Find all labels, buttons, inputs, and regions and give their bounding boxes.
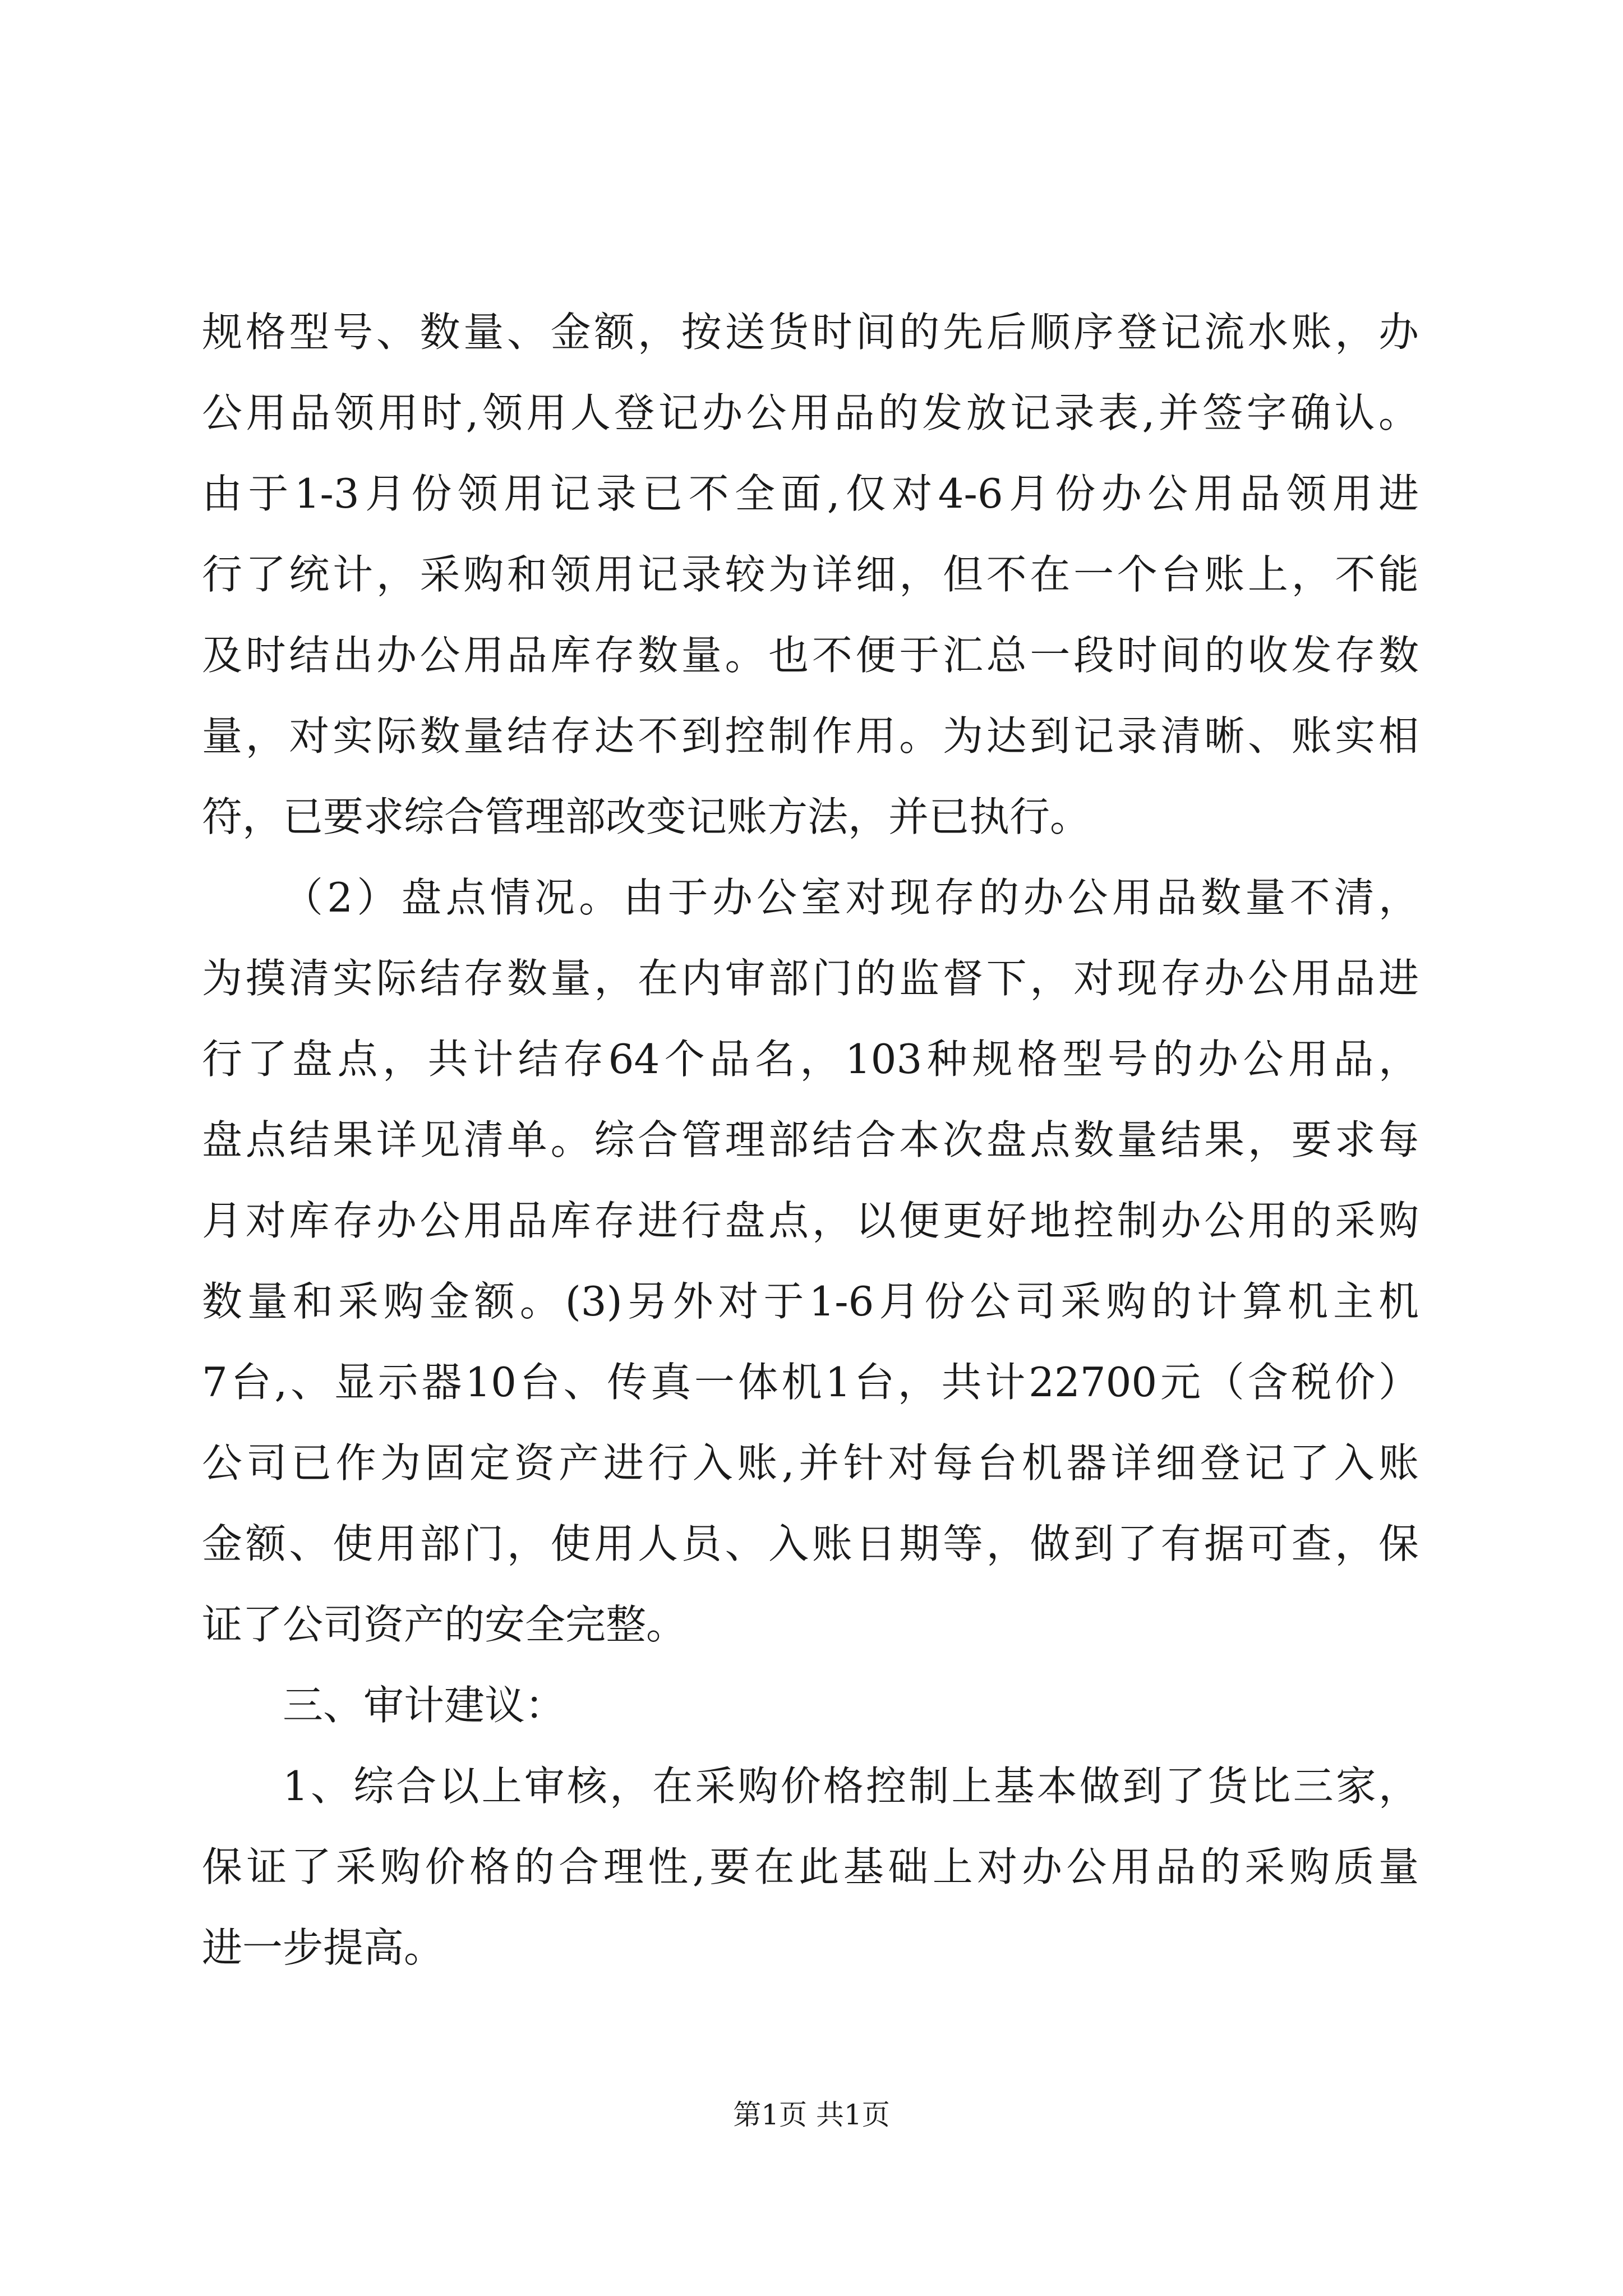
text-line: 规格型号、数量、金额，按送货时间的先后顺序登记流水账，办: [202, 309, 1419, 356]
text-line: 1、综合以上审核，在采购价格控制上基本做到了货比三家，: [283, 1763, 1419, 1810]
text-line: 进一步提高。: [202, 1924, 445, 1971]
text-line: 量，对实际数量结存达不到控制作用。为达到记录清晰、账实相: [202, 712, 1419, 760]
text-line: 行了统计，采购和领用记录较为详细，但不在一个台账上，不能: [202, 551, 1419, 598]
page-footer: 第1页 共1页: [733, 2099, 890, 2131]
text-line: 符，已要求综合管理部改变记账方法，并已执行。: [202, 793, 1091, 840]
text-line: 为摸清实际结存数量，在内审部门的监督下，对现存办公用品进: [202, 955, 1419, 1002]
text-line: 公司已作为固定资产进行入账,并针对每台机器详细登记了入账: [202, 1439, 1419, 1487]
text-line: （2）盘点情况。由于办公室对现存的办公用品数量不清，: [283, 874, 1419, 921]
section-heading: 三、审计建议：: [283, 1682, 566, 1729]
text-line: 金额、使用部门，使用人员、入账日期等，做到了有据可查，保: [202, 1520, 1419, 1567]
text-line: 月对库存办公用品库存进行盘点，以便更好地控制办公用的采购: [202, 1197, 1419, 1244]
document-body: [202, 292, 1419, 1988]
text-line: 保证了采购价格的合理性,要在此基础上对办公用品的采购质量: [202, 1843, 1419, 1890]
text-line: 证了公司资产的安全完整。: [202, 1601, 687, 1648]
text-line: 由于1-3月份领用记录已不全面,仅对4-6月份办公用品领用进: [202, 470, 1419, 517]
text-line: 7台,、显示器10台、传真一体机1台，共计22700元（含税价）: [202, 1359, 1419, 1406]
text-line: 及时结出办公用品库存数量。也不便于汇总一段时间的收发存数: [202, 632, 1419, 679]
text-line: 盘点结果详见清单。综合管理部结合本次盘点数量结果，要求每: [202, 1116, 1419, 1163]
text-line: 数量和采购金额。(3)另外对于1-6月份公司采购的计算机主机: [202, 1278, 1419, 1325]
text-line: 公用品领用时,领用人登记办公用品的发放记录表,并签字确认。: [202, 389, 1419, 436]
text-line: 行了盘点，共计结存64个品名，103种规格型号的办公用品，: [202, 1036, 1419, 1083]
